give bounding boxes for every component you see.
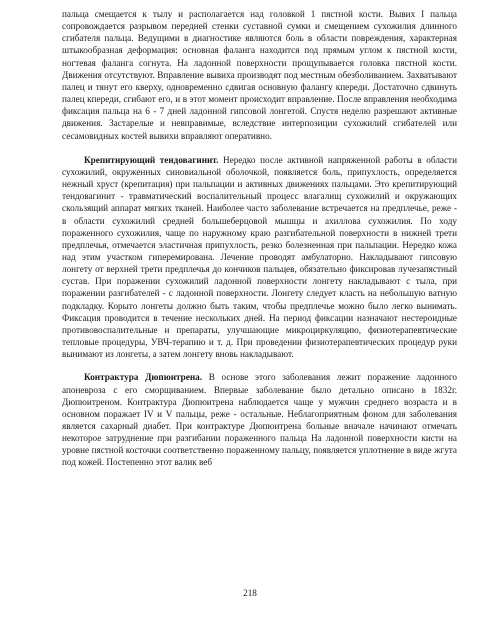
page-body bbox=[62, 8, 457, 469]
paragraph-spacer bbox=[62, 142, 457, 154]
paragraph-text: Нередко после активной напряженной работы в области сухожилий, окруженных синовиальной оболочкой, появляется боль, припухлость, определяется нежный хруст (крепитация) при пальпации и активных движениях пальцами. Это крепитирующий тендовагинит - травматический воспалительный процесс влагалищ сухожилий и окружающих скользящий аппарат мягких тканей. Наиболее часто заболевание встречается на предплечье, реже - в области сухожилий средней большеберцовой мышцы и ахиллова сухожилия. По ходу пораженного сухожилия, чаще по наружному краю разгибательной поверхности в нижней трети предплечья, отмечается эластичная припухлость, резко болезненная при пальпации. Нередко кожа над этим участком гиперемирована. Лечение проводят амбулаторно. Накладывают гипсовую лонгету от верхней трети предплечья до кончиков пальцев, обязательно фиксировав лучезапястный сустав. При поражении сухожилий ладонной поверхности лонгету накладывают с тыла, при поражении разгибателей - с ладонной поверхности. Лонгету следует класть на небольшую ватную подкладку. Корыто лонгеты должно быть таким, чтобы предплечье можно было легко вынимать. Фиксация проводится в течение нескольких дней. На период фиксации назначают нестероидные противовоспалительные и препараты, улучшающие микроциркуляцию, физиотерапевтические тепловые процедуры, УВЧ-терапию и т. д. При проведении физиотерапевтических процедур руки вынимают из лонгеты, а затем лонгету вновь накладывают. bbox=[62, 154, 457, 360]
paragraph-dislocation-continued: пальца смещается к тылу и располагается над головкой 1 пястной кости. Вывих I пальца сопровождается разрывом передней стенки суставной сумки и смещением сухожилия длинного сгибателя пальца. Ведущими в диагностике являются боль в области повреждения, характерная штыкообразная деформация: основная фаланга находится под прямым углом к пястной кости, ногтевая фаланга согнута. На ладонной поверхности прощупывается головка пястной кости. Движения отсутствуют. Вправление вывиха производят под местным обезболиванием. Захватывают палец и тянут его кверху, одновременно сдвигая основную фалангу кпереди. Достаточно сдвинуть палец кпереди, сгибают его, и в этот момент происходит вправление. После вправления необходима фиксация пальца на 6 - 7 дней ладонной гипсовой лонгетой. Спустя неделю разрешают активные движения. Застарелые и невправимые, вследствие интерпозиции сухожилий сгибателей или сесамовидных костей вывихи вправляют оперативно. bbox=[62, 9, 457, 141]
page-number: 218 bbox=[243, 588, 257, 598]
section-term-dupuytren: Контрактура Дюпюитрена. bbox=[84, 372, 203, 383]
section-term-tenosynovitis: Крепитирующий тендовагинит. bbox=[84, 154, 219, 165]
paragraph-crepitating-tenosynovitis bbox=[62, 154, 457, 361]
paragraph-spacer bbox=[62, 360, 457, 371]
paragraph-text: В основе этого заболевания лежит поражение ладонного апоневроза с его сморщиванием. Впервые заболевание было детально описано в 1832г. Дюпюитреном. Контрактура Дюпюитрена наблюдается чаще у мужчин среднего возраста и в основном поражает IV и V пальцы, реже - остальные. Неблагоприятным фоном для заболевания является сахарный диабет. При контрактуре Дюпюитрена больные вначале начинают отмечать некоторое затруднение при разгибании пораженного пальца На ладонной поверхности кисти на уровне пястной косточки соответственно пораженному пальцу, появляется уплотнение в виде жгута под кожей. Постепенно этот валик веб bbox=[62, 372, 457, 468]
paragraph-dupuytren-contracture bbox=[62, 371, 457, 468]
